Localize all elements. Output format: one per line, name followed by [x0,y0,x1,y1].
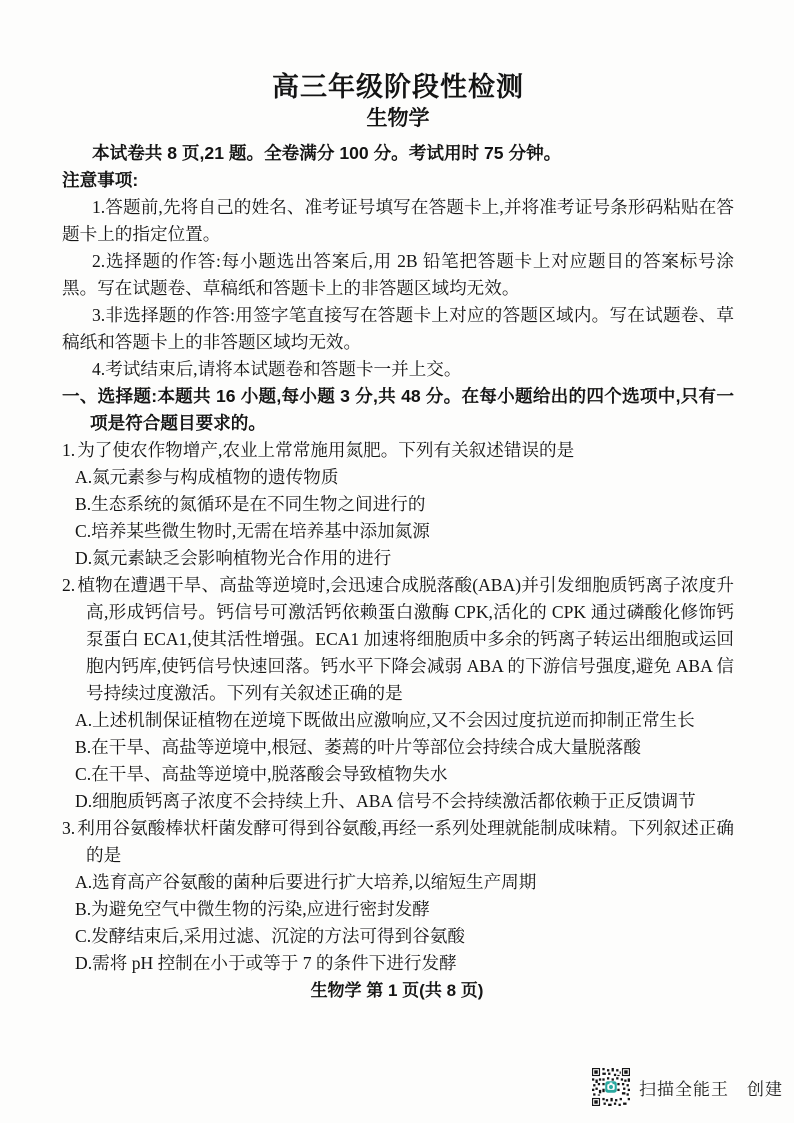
question-2-option-c: C.在干旱、高盐等逆境中,脱落酸会导致植物失水 [75,764,448,784]
page-title: 高三年级阶段性检测 [272,72,524,102]
question-1-stem [62,437,734,464]
question-3-stem [62,815,734,869]
question-1-stem-text: 为了使农作物增产,农业上常常施用氮肥。下列有关叙述错误的是 [77,440,575,460]
question-1 [62,437,734,572]
question-1-option-c: C.培养某些微生物时,无需在培养基中添加氮源 [75,521,430,541]
question-2-option-a: A.上述机制保证植物在逆境下既做出应激响应,又不会因过度抗逆而抑制正常生长 [75,710,695,730]
notice-item-2: 2.选择题的作答:每小题选出答案后,用 2B 铅笔把答题卡上对应题目的答案标号涂黑。写在试题卷、草稿纸和答题卡上的非答题区域均无效。 [62,251,734,298]
question-2-option-d: D.细胞质钙离子浓度不会持续上升、ABA 信号不会持续激活都依赖于正反馈调节 [75,791,696,811]
question-3-option-a: A.选育高产谷氨酸的菌种后要进行扩大培养,以缩短生产周期 [75,872,537,892]
notice-item-4: 4.考试结束后,请将本试题卷和答题卡一并上交。 [92,359,462,379]
question-3-stem-text: 利用谷氨酸棒状杆菌发酵可得到谷氨酸,再经一系列处理就能制成味精。下列叙述正确的是 [77,818,734,865]
subject-title: 生物学 [366,107,430,130]
question-2-option-b: B.在干旱、高盐等逆境中,根冠、萎蔫的叶片等部位会持续合成大量脱落酸 [75,737,641,757]
question-3-option-c: C.发酵结束后,采用过滤、沉淀的方法可得到谷氨酸 [75,926,466,946]
question-2-stem-text: 植物在遭遇干旱、高盐等逆境时,会迅速合成脱落酸(ABA)并引发细胞质钙离子浓度升高,形成钙信号。钙信号可激活钙依赖蛋白激酶 CPK,活化的 CPK 通过磷酸化修饰钙泵蛋白 ECA1,使其活性增强。ECA1 加速将细胞质中多余的钙离子转运出细胞或运回胞内钙库,使钙信号快速回落。钙水平下降会减弱 ABA 的下游信号强度,避免 ABA 信号持续过度激活。下列有关叙述正确的是 [77,575,734,703]
exam-info: 本试卷共 8 页,21 题。全卷满分 100 分。考试用时 75 分钟。 [92,143,562,163]
section-header: 一、选择题:本题共 16 小题,每小题 3 分,共 48 分。在每小题给出的四个选项中,只有一项是符合题目要求的。 [62,386,734,433]
exam-content [62,70,734,977]
question-1-option-d: D.氮元素缺乏会影响植物光合作用的进行 [75,548,392,568]
notice-heading: 注意事项: [62,170,139,190]
qr-code-icon [592,1068,630,1106]
question-3 [62,815,734,977]
question-3-number: 3. [62,818,76,838]
question-3-option-d: D.需将 pH 控制在小于或等于 7 的条件下进行发酵 [75,953,457,973]
question-2-stem [62,572,734,707]
notice-item-3: 3.非选择题的作答:用签字笔直接写在答题卡上对应的答题区域内。写在试题卷、草稿纸和答题卡上的非答题区域均无效。 [62,305,734,352]
scanner-label: 扫描全能王 创建 [639,1079,783,1099]
question-2 [62,572,734,815]
question-2-number: 2. [62,575,76,595]
question-1-option-a: A.氮元素参与构成植物的遗传物质 [75,467,339,487]
scanner-credit [592,1068,783,1106]
page-footer: 生物学 第 1 页(共 8 页) [310,981,484,1000]
question-3-option-b: B.为避免空气中微生物的污染,应进行密封发酵 [75,899,430,919]
question-1-option-b: B.生态系统的氮循环是在不同生物之间进行的 [75,494,426,514]
notice-item-1: 1.答题前,先将自己的姓名、准考证号填写在答题卡上,并将准考证号条形码粘贴在答题卡上的指定位置。 [62,197,734,244]
question-1-number: 1. [62,440,76,460]
